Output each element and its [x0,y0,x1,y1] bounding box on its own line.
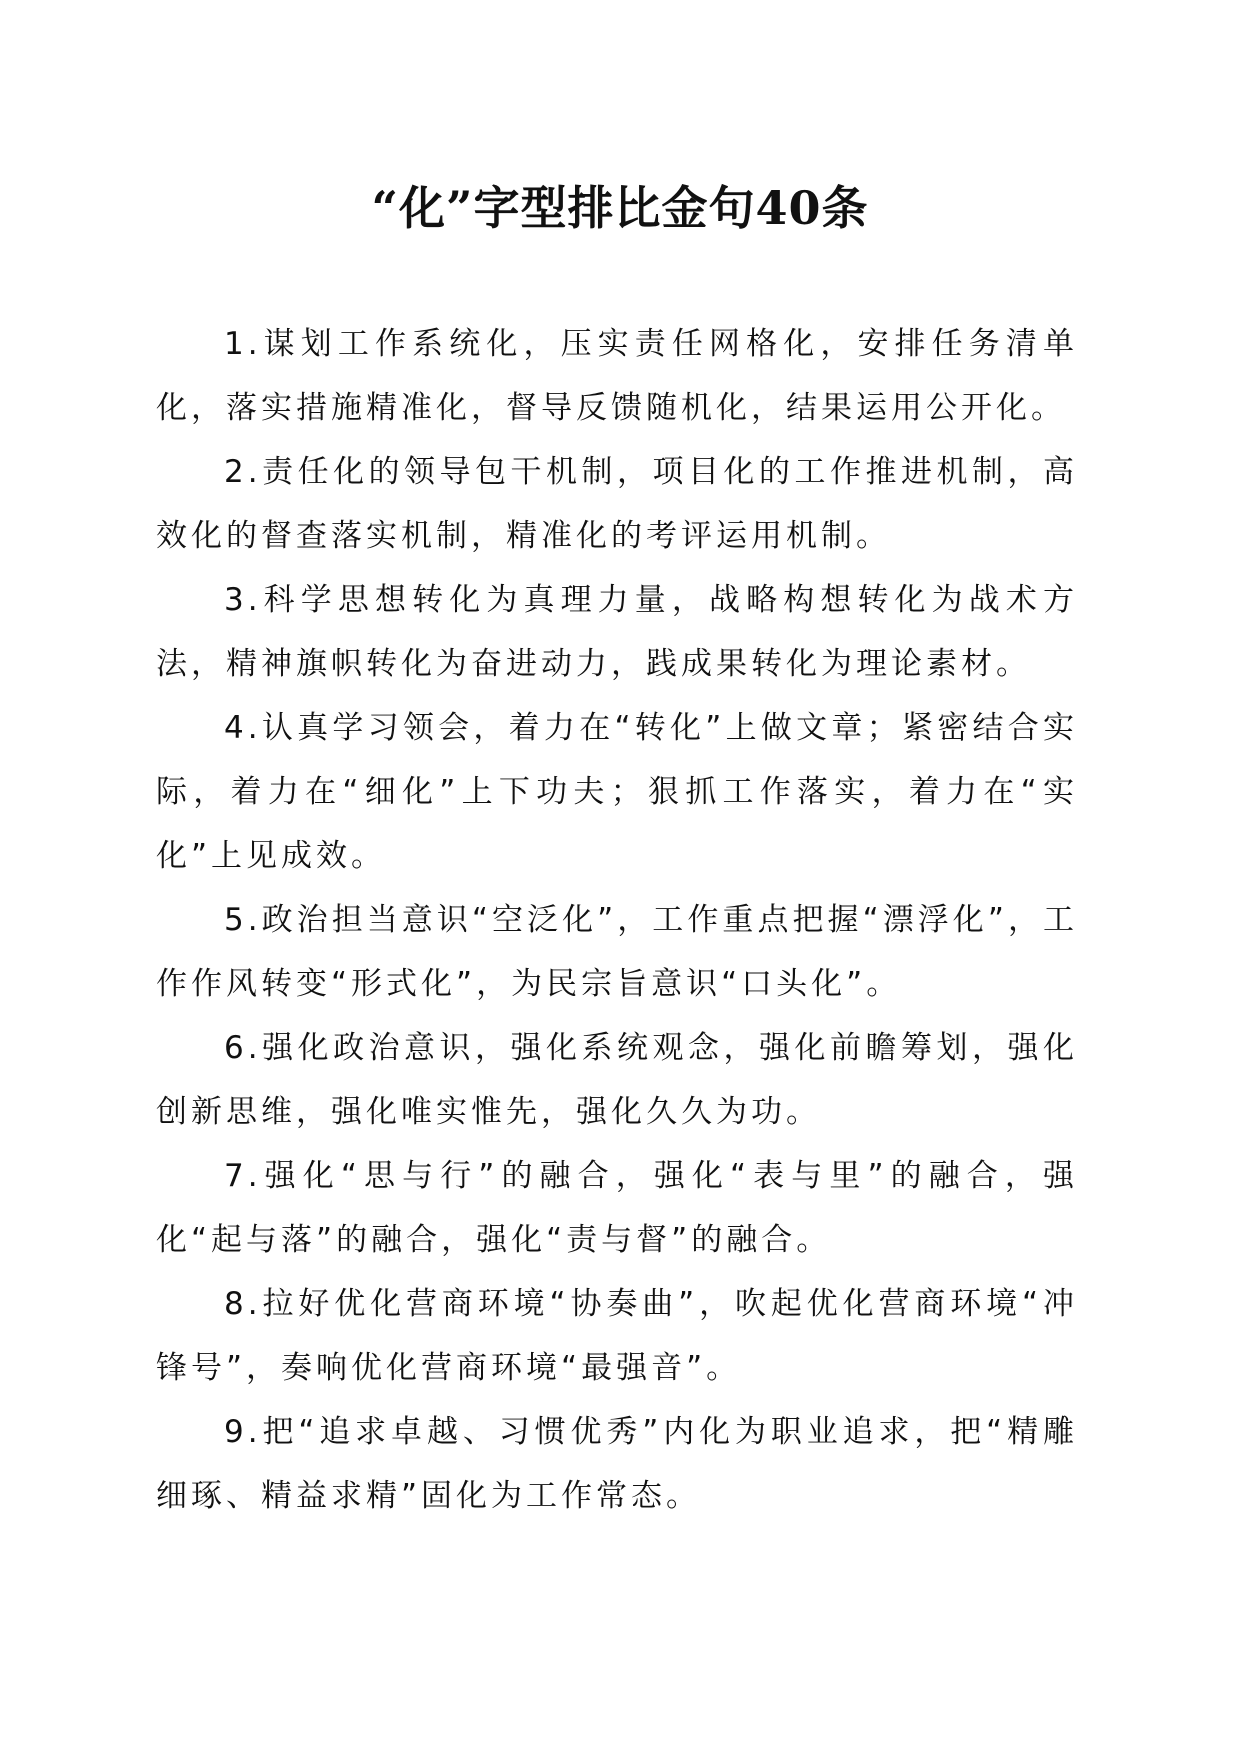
list-item-9: 9.把“追求卓越、习惯优秀”内化为职业追求，把“精雕细琢、精益求精”固化为工作常态。 [156,1414,1078,1514]
list-item-3: 3.科学思想转化为真理力量，战略构想转化为战术方法，精神旗帜转化为奋进动力，践成果转化为理论素材。 [156,582,1078,682]
list-item-1: 1.谋划工作系统化，压实责任网格化，安排任务清单化，落实措施精准化，督导反馈随机化，结果运用公开化。 [156,326,1078,426]
list-item-4: 4.认真学习领会，着力在“转化”上做文章；紧密结合实际，着力在“细化”上下功夫；狠抓工作落实，着力在“实化”上见成效。 [156,710,1078,874]
list-item-6: 6.强化政治意识，强化系统观念，强化前瞻筹划，强化创新思维，强化唯实惟先，强化久久为功。 [156,1030,1078,1130]
document-title: “化”字型排比金句40条 [371,181,869,235]
document-body [156,312,1078,1528]
list-item-8: 8.拉好优化营商环境“协奏曲”，吹起优化营商环境“冲锋号”，奏响优化营商环境“最强音”。 [156,1286,1078,1386]
list-item-2: 2.责任化的领导包干机制，项目化的工作推进机制，高效化的督查落实机制，精准化的考评运用机制。 [156,454,1078,554]
list-item-7: 7.强化“思与行”的融合，强化“表与里”的融合，强化“起与落”的融合，强化“责与督”的融合。 [156,1158,1078,1258]
list-item-5: 5.政治担当意识“空泛化”，工作重点把握“漂浮化”，工作作风转变“形式化”，为民宗旨意识“口头化”。 [156,902,1078,1002]
